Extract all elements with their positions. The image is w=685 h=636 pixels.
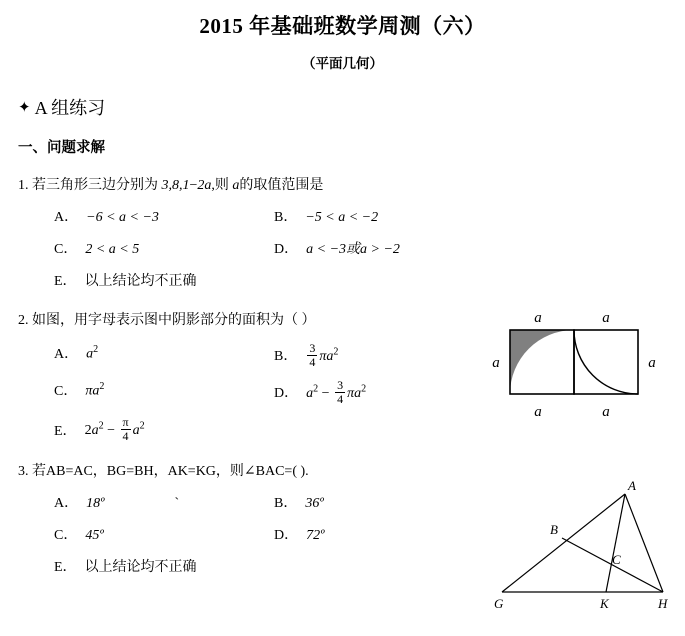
- page-subtitle: （平面几何）: [302, 56, 383, 71]
- option-b[interactable]: B． $\frac{3}{4}$ $\pi a^2$: [274, 341, 339, 369]
- diamond-icon: ✦: [18, 100, 31, 116]
- question-3-number: 3.: [18, 463, 29, 479]
- document-page: [0, 10, 685, 636]
- fig2-label-G: G: [494, 596, 504, 611]
- option-b[interactable]: B． −5 < a < −2: [274, 210, 379, 225]
- option-c[interactable]: C． 2 < a < 5: [54, 242, 140, 257]
- option-a[interactable]: A． $a^2$: [54, 342, 274, 368]
- subsection-heading: 一、问题求解: [18, 140, 105, 156]
- fig1-label-left: a: [492, 355, 500, 371]
- page-title: 2015 年基础班数学周测（六）: [199, 14, 486, 38]
- fig2-label-C: C: [612, 552, 621, 567]
- option-c-expr: $\pi a^2$: [85, 381, 105, 399]
- option-row: [54, 239, 685, 260]
- option-e[interactable]: E． 以上结论均不正确: [54, 559, 197, 575]
- option-row: [54, 207, 685, 228]
- shaded-quarter-circles-figure: [488, 308, 678, 428]
- question-2-text: 如图，用字母表示图中阴影部分的面积为（ ）: [32, 313, 316, 328]
- question-1-text: 若三角形三边分别为 3,8,1−2a,则 a的取值范围是: [32, 178, 324, 193]
- tick-mark: `: [174, 495, 180, 511]
- option-a[interactable]: A． −6 < a < −3: [54, 210, 159, 225]
- fig1-label-top-right: a: [602, 310, 610, 326]
- option-c[interactable]: C． 45º: [54, 527, 104, 543]
- option-d[interactable]: D． 72º: [274, 527, 325, 543]
- section-heading-label: A 组练习: [34, 98, 106, 118]
- option-d-expr: $a^2$ − $\frac{3}{4}$ $\pi a^2$: [306, 378, 367, 406]
- option-b-expr: $\frac{3}{4}$ $\pi a^2$: [309, 341, 339, 369]
- fig2-label-H: H: [658, 596, 668, 611]
- question-2-number: 2.: [18, 313, 29, 328]
- option-a[interactable]: A． 18º `: [54, 493, 274, 514]
- option-d[interactable]: D． $a^2$ − $\frac{3}{4}$ $\pi a^2$: [274, 378, 367, 406]
- option-e-expr: $2a^2$ − $\frac{\pi}{4}$ $a^2$: [84, 415, 145, 443]
- question-1-number: 1.: [18, 178, 29, 193]
- option-a-expr: $a^2$: [86, 344, 99, 362]
- fig1-label-bottom-right: a: [602, 404, 610, 420]
- option-c[interactable]: C． $\pi a^2$: [54, 379, 274, 405]
- option-d[interactable]: D． a < −3或a > −2: [274, 242, 400, 257]
- figure-1-svg: [488, 308, 678, 428]
- triangle-geometry-figure: [488, 480, 678, 620]
- fig2-label-K: K: [600, 596, 609, 611]
- figure-2-svg: [488, 480, 678, 620]
- fig1-label-top-left: a: [534, 310, 542, 326]
- section-heading: [18, 94, 685, 120]
- fig1-label-right: a: [648, 355, 656, 371]
- fig2-label-A: A: [628, 480, 636, 493]
- fig2-label-B: B: [550, 522, 558, 537]
- option-e[interactable]: E． 以上结论均不正确: [54, 274, 197, 289]
- question-3-text: 若AB=AC，BG=BH，AK=KG，则∠BAC=( ).: [32, 463, 309, 479]
- option-e[interactable]: E． $2a^2$ − $\frac{\pi}{4}$ $a^2$: [54, 415, 145, 443]
- question-1-options: [54, 207, 685, 292]
- fig1-label-bottom-left: a: [534, 404, 542, 420]
- question-1: [18, 175, 685, 292]
- option-row: [54, 271, 685, 292]
- option-b[interactable]: B． 36º: [274, 495, 324, 511]
